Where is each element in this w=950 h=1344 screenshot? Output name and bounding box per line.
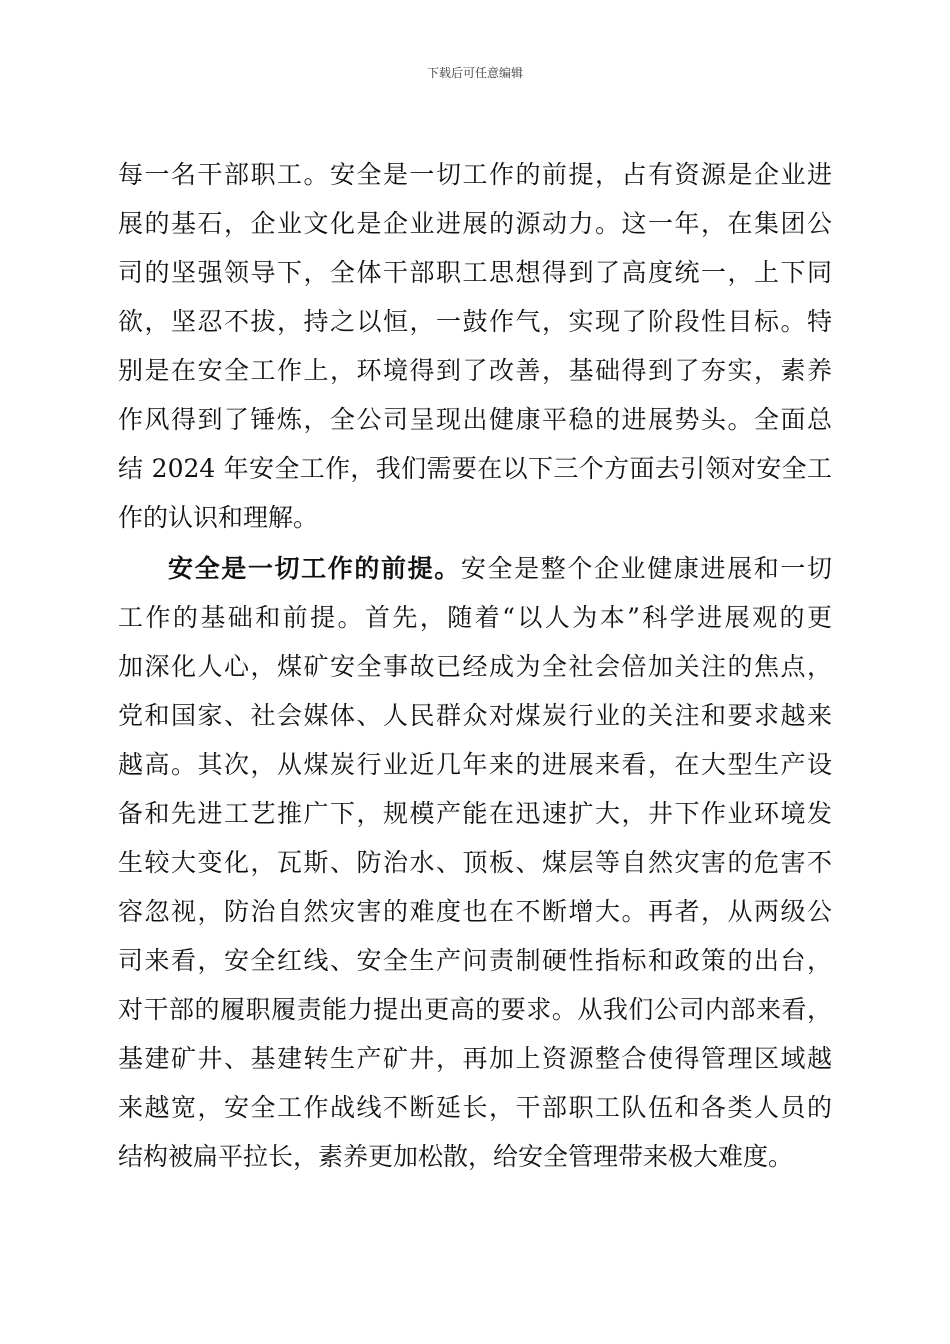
text-line: 党和国家、社会媒体、人民群众对煤炭行业的关注和要求越来 xyxy=(118,701,832,730)
text-line: 生较大变化，瓦斯、防治水、顶板、煤层等自然灾害的危害不 xyxy=(118,848,832,877)
text-line: 容忽视，防治自然灾害的难度也在不断增大。再者，从两级公 xyxy=(118,897,832,926)
text-line: 基建矿井、基建转生产矿井，再加上资源整合使得管理区域越 xyxy=(118,1044,832,1073)
page-header: 下载后可任意编辑 xyxy=(426,66,523,80)
text-line: 对干部的履职履责能力提出更高的要求。从我们公司内部来看， xyxy=(118,995,832,1024)
text-run: 安全是整个企业健康进展和一切 xyxy=(460,554,832,583)
document-body xyxy=(118,150,832,1181)
text-line: 来越宽，安全工作战线不断延长，干部职工队伍和各类人员的 xyxy=(118,1093,832,1122)
text-line xyxy=(118,544,832,593)
text-line: 结构被扁平拉长，素养更加松散，给安全管理带来极大难度。 xyxy=(118,1142,794,1171)
text-line: 别是在安全工作上，环境得到了改善，基础得到了夯实，素养 xyxy=(118,356,832,385)
text-line: 加深化人心，煤矿安全事故已经成为全社会倍加关注的焦点， xyxy=(118,652,832,681)
text-line: 工作的基础和前提。首先，随着“以人为本”科学进展观的更 xyxy=(118,603,832,632)
paragraph-lead-heading: 安全是一切工作的前提。 xyxy=(168,554,461,583)
paragraph-safety-premise xyxy=(118,544,832,1181)
text-line: 备和先进工艺推广下，规模产能在迅速扩大，井下作业环境发 xyxy=(118,799,832,828)
text-line: 作风得到了锤炼，全公司呈现出健康平稳的进展势头。全面总 xyxy=(118,405,832,434)
text-line: 作的认识和理解。 xyxy=(118,503,319,532)
text-line: 越高。其次，从煤炭行业近几年来的进展来看，在大型生产设 xyxy=(118,750,832,779)
text-line: 司来看，安全红线、安全生产问责制硬性指标和政策的出台， xyxy=(118,946,832,975)
text-line: 结 2024 年安全工作，我们需要在以下三个方面去引领对安全工 xyxy=(118,454,832,483)
text-line: 欲，坚忍不拔，持之以恒，一鼓作气，实现了阶段性目标。特 xyxy=(118,307,832,336)
paragraph-summary xyxy=(118,150,832,542)
text-line: 每一名干部职工。安全是一切工作的前提，占有资源是企业进 xyxy=(118,160,832,189)
text-line: 展的基石，企业文化是企业进展的源动力。这一年，在集团公 xyxy=(118,209,832,238)
text-line: 司的坚强领导下，全体干部职工思想得到了高度统一，上下同 xyxy=(118,258,832,287)
